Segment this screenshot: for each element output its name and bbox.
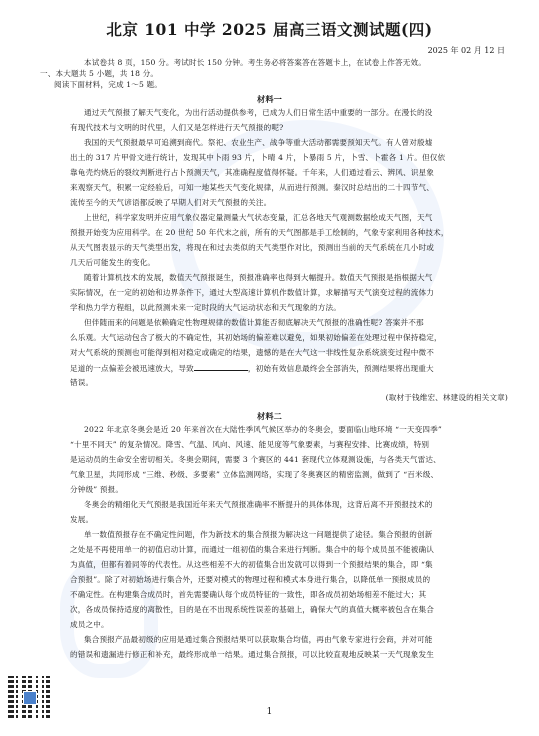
section-heading: 一、本大题共 5 小题，共 18 分。 bbox=[40, 69, 159, 78]
paragraph-line: 2022 年北京冬奥会是近 20 年来首次在大陆性季风气候区举办的冬奥会，要面临山地环境 “一天变四季” bbox=[84, 425, 442, 434]
paragraph-line: 学和热力学方程组，以此预测未来一定时段的大气运动状态和天气现象的方法。 bbox=[70, 303, 342, 312]
exam-instructions: 本试卷共 8 页，150 分。考试时长 150 分钟。考生务必将答案答在答题卡上，在试卷上作答无效。 bbox=[84, 58, 426, 67]
paragraph-line: 我国的天气预报最早可追溯到商代。祭祀、农业生产、战争等重大活动都需要预知天气。有人曾对殷墟 bbox=[84, 138, 433, 147]
paragraph-line: 通过天气预报了解天气变化，为出行活动提供参考，已成为人们日常生活中重要的一部分。在漫长的没 bbox=[84, 108, 433, 117]
page-title: 北京 101 中学 2025 届高三语文测试题(四) bbox=[106, 20, 433, 39]
paragraph-line: 出土的 317 片甲骨文进行统计，发现其中卜雨 93 片，卜晴 4 片，卜暴雨 5 片，卜雪、卜霍各 1 片。但仅依 bbox=[70, 153, 446, 162]
fill-in-blank[interactable] bbox=[194, 363, 248, 371]
paragraph-line: 合预报”。除了对初始场进行集合外，还要对模式的物理过程和模式本身进行集合，以降低单一预报成员的 bbox=[70, 575, 431, 584]
paragraph-line: 实际情况，在一定的初始和边界条件下，通过大型高速计算机作数值计算，求解描写天气演变过程的流体力 bbox=[70, 288, 434, 297]
paragraph-line: 有现代技术与文明的时代里，人们又是怎样进行天气预报的呢? bbox=[70, 123, 284, 132]
paragraph-line: 几天后可能发生的变化。 bbox=[70, 258, 156, 267]
page-number: 1 bbox=[266, 707, 273, 717]
paragraph-line: 从天气图表显示的天气类型出发，将现在和过去类似的天气类型作对比，预测出当前的天气系统在几小时或 bbox=[70, 243, 434, 252]
paragraph-line: 错误。 bbox=[70, 378, 94, 387]
blank-lead-text: 足道的一点偏差会被迅速放大，导致 bbox=[70, 364, 194, 373]
paragraph-line: 为真值，但都有着同等的代表性。从这些相差不大的初值集合出发就可以得到一个预报结果的集合，即 “集 bbox=[70, 560, 433, 569]
paragraph-line: 随着计算机技术的发展，数值天气预报诞生，预报准确率也得到大幅提升。数值天气预报是指根据大气 bbox=[84, 273, 433, 282]
blank-tail-text: ，初始有效信息最终会全部消失，预测结果将出现重大 bbox=[247, 364, 434, 373]
paragraph-line: 分钟级” 预报。 bbox=[70, 485, 124, 494]
qr-logo-icon bbox=[23, 691, 37, 705]
paragraph-line: 但伴随而来的问题是依赖确定性物理规律的数值计算能否彻底解决天气预报的准确性呢? 答案并不那 bbox=[84, 318, 424, 327]
reading-instruction: 阅读下面材料，完成 1～5 题。 bbox=[54, 80, 163, 89]
paragraph-line: 流传至今的天气谚语都反映了早期人们对天气预报的关注。 bbox=[70, 198, 272, 207]
paragraph-line: 之处是不再使用单一的初值启动计算，而通过一组初值的集合来进行判断。集合中的每个成员虽不能被确认 bbox=[70, 545, 434, 554]
paragraph-line: 发展。 bbox=[70, 515, 94, 524]
paragraph-line: 不确定性。在构建集合成员时，首先需要确认每个成员特征的一致性，即各成员初始场相差不能过大；其 bbox=[70, 590, 427, 599]
paragraph-line: 单一数值预报存在不确定性问题，作为新技术的集合预报为解决这一问题提供了途径。集合预报的创新 bbox=[84, 530, 433, 539]
paragraph-line: 上世纪，科学家发明并应用气象仪器定量测量大气状态变量，汇总各地天气观测数据绘成天气图，天气 bbox=[84, 213, 433, 222]
paragraph-line: 集合预报产品最初级的应用是通过集合预报结果可以获取集合均值，再由气象专家进行会商，并对可能 bbox=[84, 635, 433, 644]
paragraph-line: 的错误和遗漏进行修正和补充，最终形成单一结果。通过集合预报，可以比较直观地反映某一天气现象发生 bbox=[70, 650, 434, 659]
paragraph-line: 么乐观。大气运动包含了极大的不确定性，其初始场的偏差难以避免，如果初始偏差在处理过程中保持稳定， bbox=[70, 333, 442, 342]
paragraph-line: 来观察天气，积累一定经验后，可知一地某些天气变化规律，从而进行预测。秦汉时总结出的二十四节气、 bbox=[70, 183, 434, 192]
paragraph-line: “十里不同天” 的复杂情况。降雪、气温、风向、风速、能见度等气象要素，与赛程安排、比赛成绩，特别 bbox=[70, 440, 430, 449]
paragraph-line: 次，各成员保持适度的离散性，目的是在不出现系统性误差的基础上，确保大气的真值大概率被包含在集合 bbox=[70, 605, 434, 614]
paragraph-line: 气象卫星，共同形成 “三维、秒级、多要素” 立体监测网络，实现了冬奥赛区的精密监测，做到了 “百米级、 bbox=[70, 470, 439, 479]
paragraph-line: 对大气系统的预测也可能得到相对稳定或确定的结果，遗憾的是在大气这一非线性复杂系统演变过程中微不 bbox=[70, 348, 434, 357]
exam-date: 2025 年 02 月 12 日 bbox=[427, 46, 505, 55]
paragraph-line: 预报开始变为应用科学。在 20 世纪 50 年代末之前，所有的天气图都是手工绘制的，气象专家利用各种技术， bbox=[70, 228, 449, 237]
material1-heading: 材料一 bbox=[256, 94, 282, 104]
paragraph-line: 靠龟壳灼烧后的裂纹判断进行占卜预测天气，其准确程度值得怀疑。千年来，人们通过看云、辨风、识星象 bbox=[70, 168, 434, 177]
material2-heading: 材料二 bbox=[256, 411, 282, 421]
source-citation: (取材于钱维宏、林建设的相关文章) bbox=[385, 393, 508, 402]
paragraph-line: 成员之中。 bbox=[70, 620, 109, 629]
paragraph-line: 冬奥会的精细化天气预报是我国近年来天气预报准确率不断提升的具体体现，这背后离不开预报技术的 bbox=[84, 500, 433, 509]
paragraph-line-with-blank bbox=[70, 363, 508, 374]
paragraph-line: 是运动员的生命安全密切相关。冬奥会期间，需要 3 个赛区的 441 套现代立体观测设施，与各类天气雷达、 bbox=[70, 455, 441, 464]
